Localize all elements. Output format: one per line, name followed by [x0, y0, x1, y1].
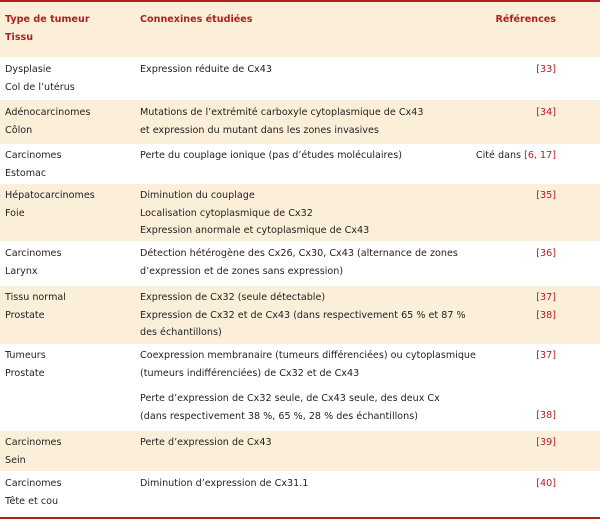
connexin-line: Mutations de l’extrémité carboxyle cytoplasmique de Cx43 — [140, 107, 424, 118]
reference-prefix: Cité dans — [475, 150, 525, 161]
connexin-line: et expression du mutant dans les zones invasives — [140, 124, 379, 136]
table-header — [0, 2, 600, 57]
table-row — [0, 471, 600, 519]
tumor-type: Adénocarcinomes — [5, 107, 91, 118]
tissue: Sein — [5, 454, 26, 466]
connexin-line: Perte du couplage ionique (pas d’études moléculaires) — [140, 150, 402, 161]
connexin-line: Détection hétérogène des Cx26, Cx30, Cx43 (alternance de zones — [140, 248, 458, 259]
table-row — [0, 344, 600, 431]
connexin-line: Perte d’expression de Cx43 — [140, 437, 272, 448]
header-col1-line2: Tissu — [5, 31, 34, 43]
reference-link[interactable]: [40] — [536, 478, 556, 489]
connexin-line: Diminution d’expression de Cx31.1 — [140, 478, 309, 489]
tissue: Foie — [5, 207, 25, 219]
tissue: Larynx — [5, 265, 38, 277]
table-row — [0, 286, 600, 344]
table-row — [0, 184, 600, 241]
tumor-type: Tumeurs — [5, 350, 46, 361]
tissue: Prostate — [5, 367, 45, 379]
connexin-line: Diminution du couplage — [140, 190, 255, 201]
tissue: Prostate — [5, 309, 45, 321]
reference-link[interactable]: [38] — [536, 410, 556, 421]
reference-link[interactable]: [39] — [536, 437, 556, 448]
connexin-line: d’expression et de zones sans expression) — [140, 265, 344, 277]
tumor-type: Tissu normal — [5, 292, 66, 303]
table-row — [0, 241, 600, 286]
reference-link[interactable]: [34] — [536, 107, 556, 118]
tumor-type: Hépatocarcinomes — [5, 190, 95, 201]
reference-list — [536, 289, 556, 324]
reference-link[interactable]: [37] — [536, 292, 556, 303]
connexin-line: Localisation cytoplasmique de Cx32 — [140, 207, 313, 219]
reference-link[interactable]: [38] — [536, 309, 556, 321]
tumor-type: Carcinomes — [5, 248, 62, 259]
tissue: Côlon — [5, 124, 33, 136]
header-tumor-type — [5, 11, 90, 46]
connexin-line: des échantillons) — [140, 327, 222, 338]
header-connexins: Connexines étudiées — [140, 14, 253, 25]
reference-link[interactable]: [36] — [536, 248, 556, 259]
reference-link[interactable]: [6, 17] — [524, 150, 556, 161]
tumor-type: Carcinomes — [5, 437, 62, 448]
table-row — [0, 144, 600, 184]
table-row — [0, 57, 600, 100]
connexin-line: Expression de Cx32 (seule détectable) — [140, 292, 326, 303]
tissue: Tête et cou — [5, 495, 59, 507]
table-row — [0, 431, 600, 471]
tumor-type: Carcinomes — [5, 150, 62, 161]
reference-link[interactable]: [33] — [536, 64, 556, 75]
reference-cell — [476, 147, 556, 165]
connexin-line: Perte d’expression de Cx32 seule, de Cx43 seule, des deux Cx — [140, 393, 440, 404]
header-references: Références — [495, 14, 556, 25]
tumor-type: Carcinomes — [5, 478, 62, 489]
tissue: Estomac — [5, 167, 47, 179]
connexin-line: Expression anormale et cytoplasmique de Cx43 — [140, 225, 370, 236]
reference-link[interactable]: [37] — [536, 350, 556, 361]
connexin-line: Expression de Cx32 et de Cx43 (dans respectivement 65 % et 87 % — [140, 309, 466, 321]
table-row — [0, 100, 600, 144]
reference-link[interactable]: [35] — [536, 190, 556, 201]
connexin-line: Expression réduite de Cx43 — [140, 64, 272, 75]
tumor-type: Dysplasie — [5, 64, 52, 75]
tissue: Col de l’utérus — [5, 81, 75, 93]
connexin-line: Coexpression membranaire (tumeurs différenciées) ou cytoplasmique — [140, 350, 476, 361]
connexin-line: (tumeurs indifférenciées) de Cx32 et de Cx43 — [140, 367, 360, 379]
connexin-line: (dans respectivement 38 %, 65 %, 28 % des échantillons) — [140, 410, 418, 422]
header-col1-line1: Type de tumeur — [5, 14, 90, 25]
